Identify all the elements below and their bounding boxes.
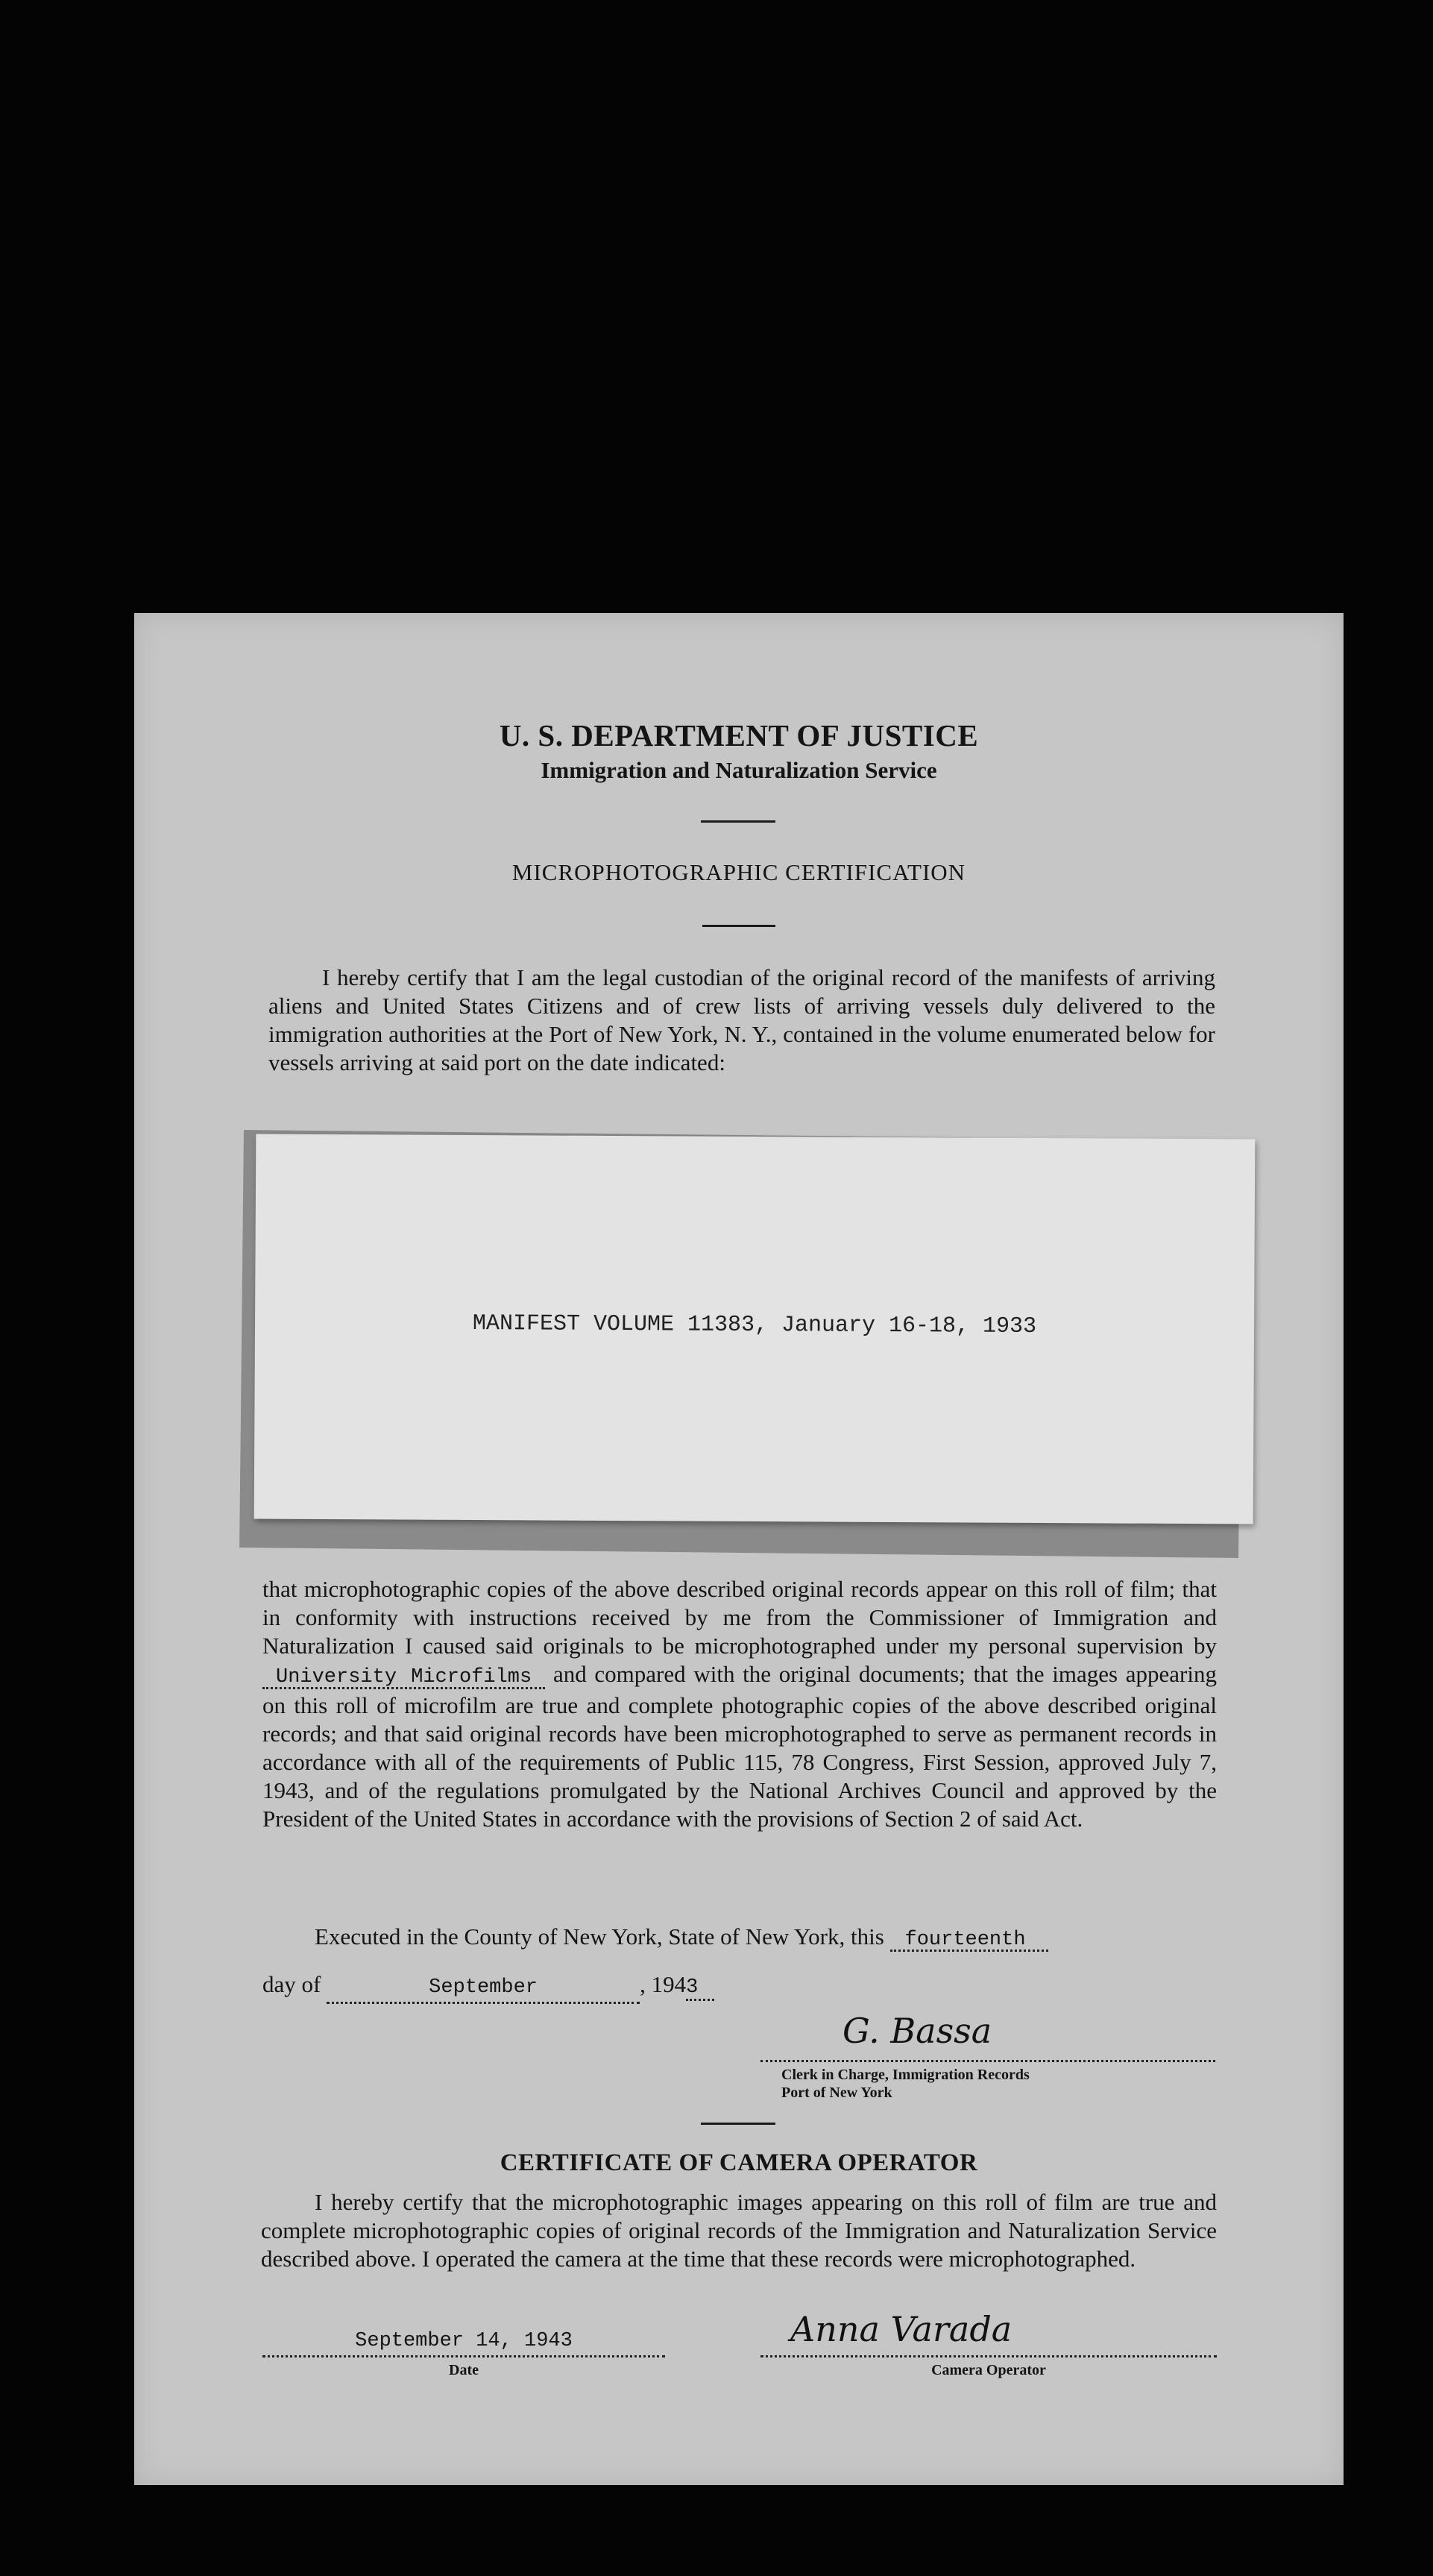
camera-certificate-paragraph: I hereby certify that the microphotographic images appearing on this roll of film are true and complete microphotographic copies of original records of the Immigration and Naturalization Service described above. I operated the camera at the time that these records were microphotographed. bbox=[261, 2189, 1217, 2272]
service-subtitle: Immigration and Naturalization Service bbox=[541, 757, 937, 783]
year-digit: 3 bbox=[686, 1976, 714, 2001]
certification-body bbox=[262, 1575, 1217, 1833]
camera-certificate-heading: CERTIFICATE OF CAMERA OPERATOR bbox=[500, 2149, 978, 2176]
operator-signature-line bbox=[760, 2309, 1217, 2357]
operator-date-label: Date bbox=[449, 2362, 479, 2378]
certificate-page bbox=[134, 613, 1344, 2485]
day-value: fourteenth bbox=[904, 1929, 1026, 1951]
month-field bbox=[327, 1970, 640, 2004]
execution-prefix: Executed in the County of New York, State of New York, this bbox=[315, 1923, 884, 1950]
volume-card bbox=[254, 1134, 1256, 1524]
department-title: U. S. DEPARTMENT OF JUSTICE bbox=[499, 718, 979, 753]
clerk-signature: G. Bassa bbox=[843, 2011, 992, 2051]
certification-heading: MICROPHOTOGRAPHIC CERTIFICATION bbox=[511, 859, 966, 885]
date-line bbox=[262, 1970, 859, 2004]
volume-card-text: MANIFEST VOLUME 11383, January 16-18, 1933 bbox=[472, 1311, 1037, 1339]
intro-paragraph: I hereby certify that I am the legal custodian of the original record of the manifests of arriving aliens and United States Citizens and of crew lists of arriving vessels duly delivered to the immigration authorities at the Port of New York, N. Y., contained in the volume enumerated below for vessels arriving at said port on the date indicated: bbox=[268, 964, 1215, 1075]
camera-section-divider bbox=[701, 2123, 775, 2125]
supervisor-value: University Microfilms bbox=[276, 1666, 532, 1688]
clerk-title-line1: Clerk in Charge, Immigration Records bbox=[781, 2067, 1030, 2083]
year-prefix: , 194 bbox=[640, 1971, 687, 1997]
heading-divider bbox=[702, 925, 775, 927]
operator-signature: Anna Varada bbox=[790, 2309, 1012, 2349]
operator-date-line bbox=[262, 2325, 665, 2357]
execution-line bbox=[315, 1923, 1217, 1954]
body-part1: that microphotographic copies of the above described original records appear on this roll of film; that in conformity with instructions received by me from the Commissioner of Immigration and Naturalization I caused said originals to be microphotographed under my personal supervision by bbox=[262, 1576, 1217, 1659]
supervisor-field bbox=[262, 1661, 545, 1689]
title-divider bbox=[701, 820, 775, 823]
month-value: September bbox=[429, 1976, 538, 1999]
day-field bbox=[890, 1923, 1048, 1952]
operator-label: Camera Operator bbox=[931, 2362, 1046, 2378]
body-part2: and compared with the original documents; that the images appearing on this roll of microfilm are true and complete photographic copies of the above described original records; and that said original records have been microphotographed to serve as permanent records in accordance with all of the requirements of Public 115, 78 Congress, First Session, approved July 7, 1943, and of the regulations promulgated by the National Archives Council and approved by the President of the United States in accordance with the provisions of Section 2 of said Act. bbox=[262, 1661, 1217, 1832]
clerk-title-line2: Port of New York bbox=[781, 2085, 892, 2101]
clerk-signature-line bbox=[760, 2011, 1215, 2062]
operator-date-value: September 14, 1943 bbox=[355, 2330, 573, 2352]
clerk-title bbox=[781, 2066, 1030, 2102]
day-of-label: day of bbox=[262, 1971, 321, 1997]
